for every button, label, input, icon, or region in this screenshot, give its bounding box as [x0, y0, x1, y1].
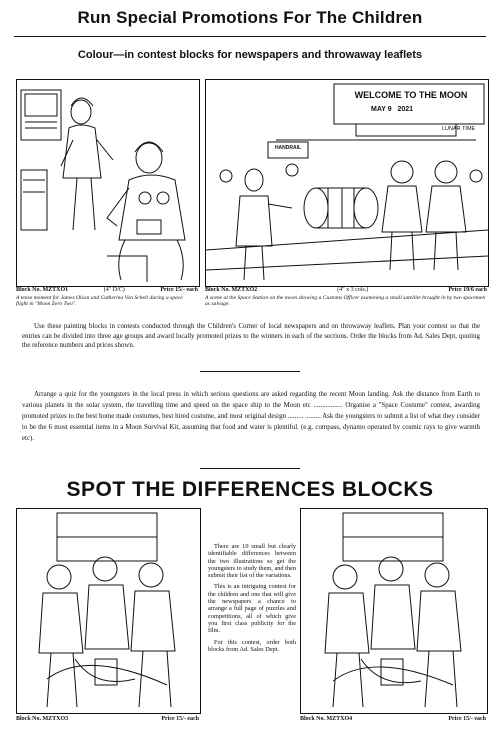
- spot-block-caption-2: [300, 716, 486, 723]
- spot-differences-heading: SPOT THE DIFFERENCES BLOCKS: [66, 478, 434, 501]
- spot-differences-instructions: [208, 543, 296, 657]
- instructions-paragraph: There are 10 small but clearly identifiable differences between the two illustrations so get the youngsters to study them, and then submit their list of the variations.: [208, 543, 296, 580]
- illustration-moon-space-station: [205, 79, 489, 287]
- block-number: Block No. MZTXO2: [205, 287, 258, 293]
- spot-block-caption-1: [16, 716, 199, 723]
- block-price: Price 15/- each: [160, 287, 198, 293]
- page-subtitle: Colour—in contest blocks for newspapers and throwaway leaflets: [77, 49, 423, 61]
- title-underline: [14, 36, 486, 37]
- welcome-sign-line2: MAY 9 2021: [370, 106, 414, 113]
- block-description-1: A tense moment for James Olson and Catherina Von Schell during a space flight in "Moon Zero Two".: [16, 295, 183, 308]
- painting-blocks-paragraph: Use these painting blocks in contests conducted through the Children's Corner of local newspapers and on throwaway leaflets. Plan your contest so that the entries can be divided into three age groups and award locally promoted prizes to the winners in each of the sections. Order the blocks from Ad. Sales Dept, quoting the reference numbers and prices shown.: [22, 323, 480, 350]
- welcome-sign-line3: LUNAR TIME: [442, 126, 476, 132]
- welcome-sign-line1: WELCOME TO THE MOON: [354, 90, 468, 100]
- section-divider-1: [200, 371, 300, 372]
- block-description-2: A scene at the Space Station on the moon showing a Customs Officer examining a small satellite brought in by two spacemen as salvage.: [205, 295, 486, 308]
- instructions-paragraph: For this contest, order both blocks from Ad. Sales Dept.: [208, 638, 296, 653]
- block-price: Price 19/6 each: [448, 287, 487, 293]
- block-number: Block No. MZTXO4: [300, 716, 353, 722]
- block-price: Price 15/- each: [448, 716, 486, 722]
- spot-illustration-right: [300, 508, 488, 714]
- block-number: Block No. MZTXO1: [16, 287, 69, 293]
- block-size: (4" D/C): [103, 287, 125, 293]
- spot-illustration-left: [16, 508, 201, 714]
- block-price: Price 15/- each: [161, 716, 199, 722]
- block-number: Block No. MZTXO3: [16, 716, 69, 722]
- page-title: Run Special Promotions For The Children: [77, 8, 423, 27]
- quiz-paragraph: Arrange a quiz for the youngsters in the local press in which serious questions are asked regarding the recent Moon landing. Ask the distance from Earth to various planets in the solar system, the travelling time and speed on the space ship to the Moon etc ................. Organise a "Space Costume" contest, awarding promoted prizes to the best home made costumes, best hired costume, and most original design ......... ......... Ask the youngsters to submit a list of what they consider to be the 6 most essential items in a Moon Survival Kit, assuming that food and water is plentiful. (e.g. compass, dynamo operated by cosmic rays to give warmth etc).: [22, 391, 480, 442]
- block-caption-1: [16, 287, 198, 294]
- block-caption-2: [205, 287, 487, 294]
- handrail-sign: HANDRAIL: [274, 145, 302, 151]
- block-size: (4" x 3 cols.): [337, 287, 369, 293]
- instructions-paragraph: This is an intriguing contest for the children and one that will give the newspapers a chance to arrange a full page of puzzles and competitions, all of which give you first class publicity for the film.: [208, 583, 296, 635]
- illustration-astronauts-cockpit: [16, 79, 200, 287]
- section-divider-2: [200, 468, 300, 469]
